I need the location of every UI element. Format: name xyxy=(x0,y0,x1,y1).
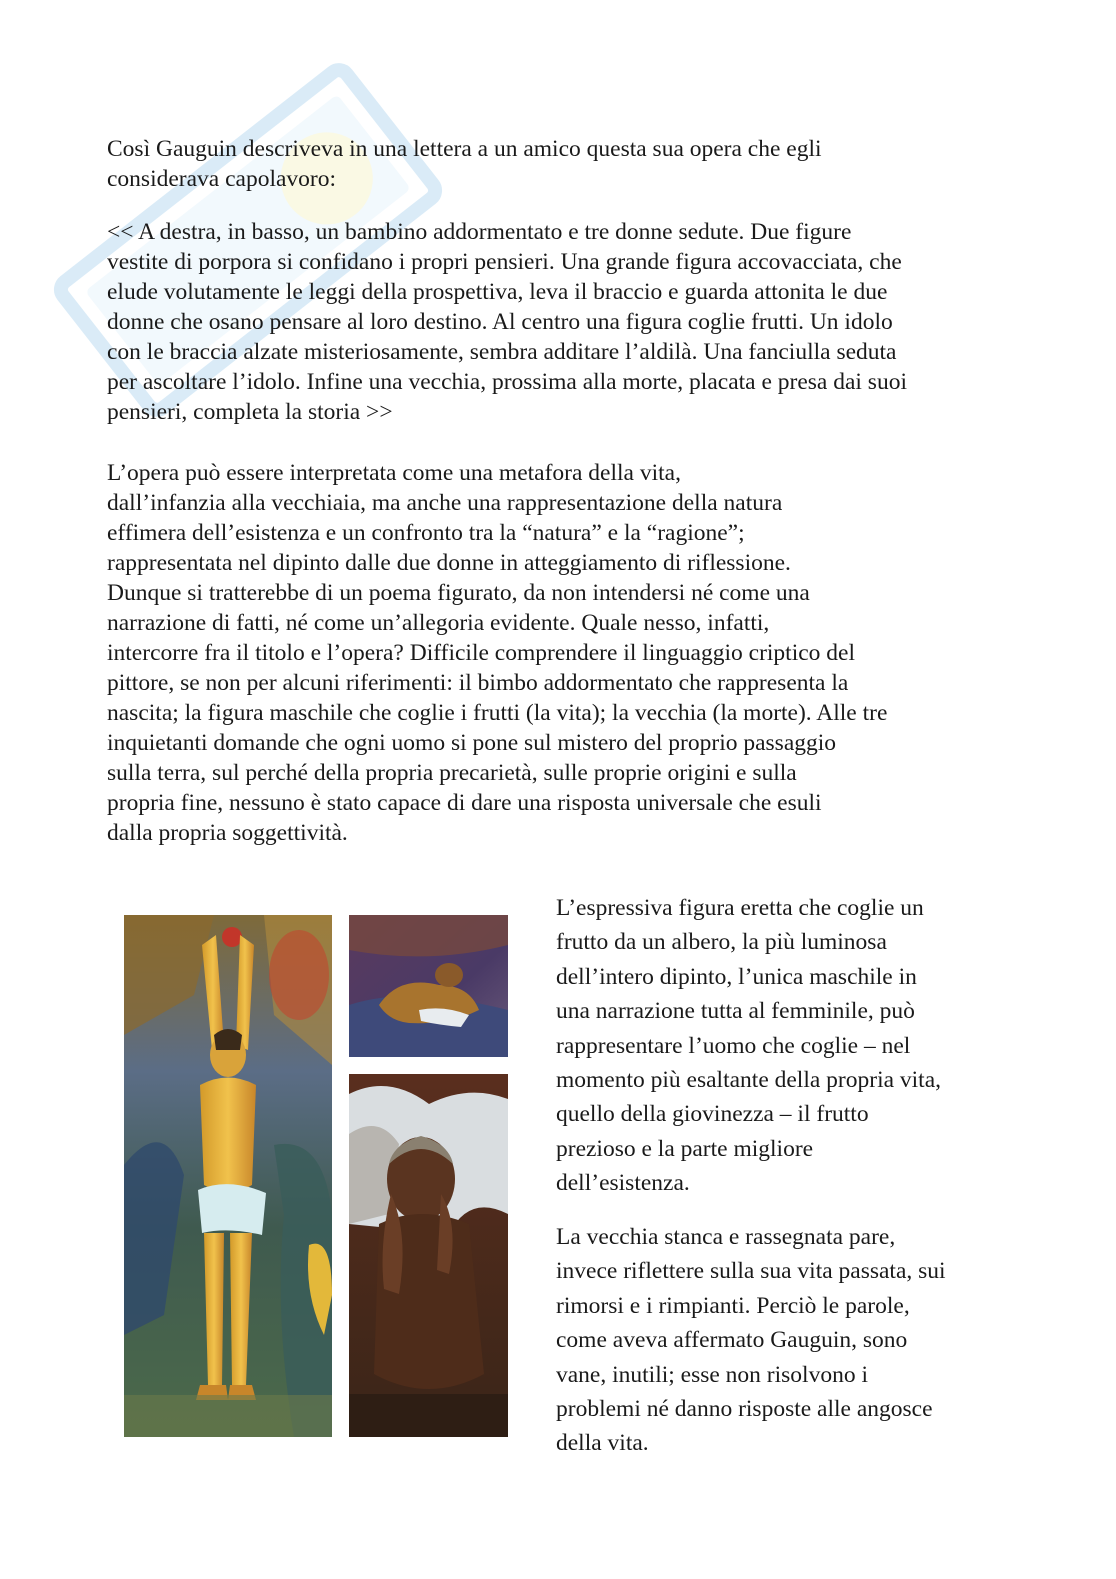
painting-detail-sleeping-child xyxy=(349,915,508,1057)
standing-figure-description: L’espressiva figura eretta che coglie un frutto da un albero, la più luminosa dell’intero dipinto, l’unica maschile in una narrazione tutta al femminile, può rappresentare l’uomo che coglie – nel momento più esaltante della propria vita, quello della giovinezza – il frutto prezioso e la parte migliore dell’esistenza. xyxy=(556,895,942,1197)
painting-detail-standing-figure xyxy=(124,915,332,1437)
intro-paragraph: Così Gauguin descriveva in una lettera a un amico questa sua opera che egli considerava capolavoro: xyxy=(107,136,822,192)
painting-detail-old-woman xyxy=(349,1074,508,1437)
interpretation-paragraph: L’opera può essere interpretata come una metafora della vita, dall’infanzia alla vecchiaia, ma anche una rappresentazione della natura effimera dell’esistenza e un confronto tra la “natura” e la “ragione”; rappresentata nel dipinto dalle due donne in atteggiamento di riflessione. Dunque si tratterebbe di un poema figurato, da non intendersi né come una narrazione di fatti, né come un’allegoria evidente. Quale nesso, infatti, intercorre fra il titolo e l’opera? Difficile comprendere il linguaggio criptico del pittore, se non per alcuni riferimenti: il bimbo addormentato che rappresenta la nascita; la figura maschile che coglie i frutti (la vita); la vecchia (la morte). Alle tre inquietanti domande che ogni uomo si pone sul mistero del proprio passaggio sulla terra, sul perché della propria precarietà, sulle proprie origini e sulla propria fine, nessuno è stato capace di dare una risposta universale che esuli dalla propria soggettività. xyxy=(107,460,888,846)
gauguin-quote-paragraph: << A destra, in basso, un bambino addormentato e tre donne sedute. Due figure vestite di porpora si confidano i propri pensieri. Una grande figura accovacciata, che elude volutamente le leggi della prospettiva, leva il braccio e guarda attonita le due donne che osano pensare al loro destino. Al centro una figura coglie frutti. Un idolo con le braccia alzate misteriosamente, sembra additare l’aldilà. Una fanciulla seduta per ascoltare l’idolo. Infine una vecchia, prossima alla morte, placata e presa dai suoi pensieri, completa la storia >> xyxy=(107,219,907,425)
old-woman-description: La vecchia stanca e rassegnata pare, invece riflettere sulla sua vita passata, sui rimorsi e i rimpianti. Perciò le parole, come aveva affermato Gauguin, sono vane, inutili; esse non risolvono i problemi né danno risposte alle angosce della vita. xyxy=(556,1224,946,1457)
